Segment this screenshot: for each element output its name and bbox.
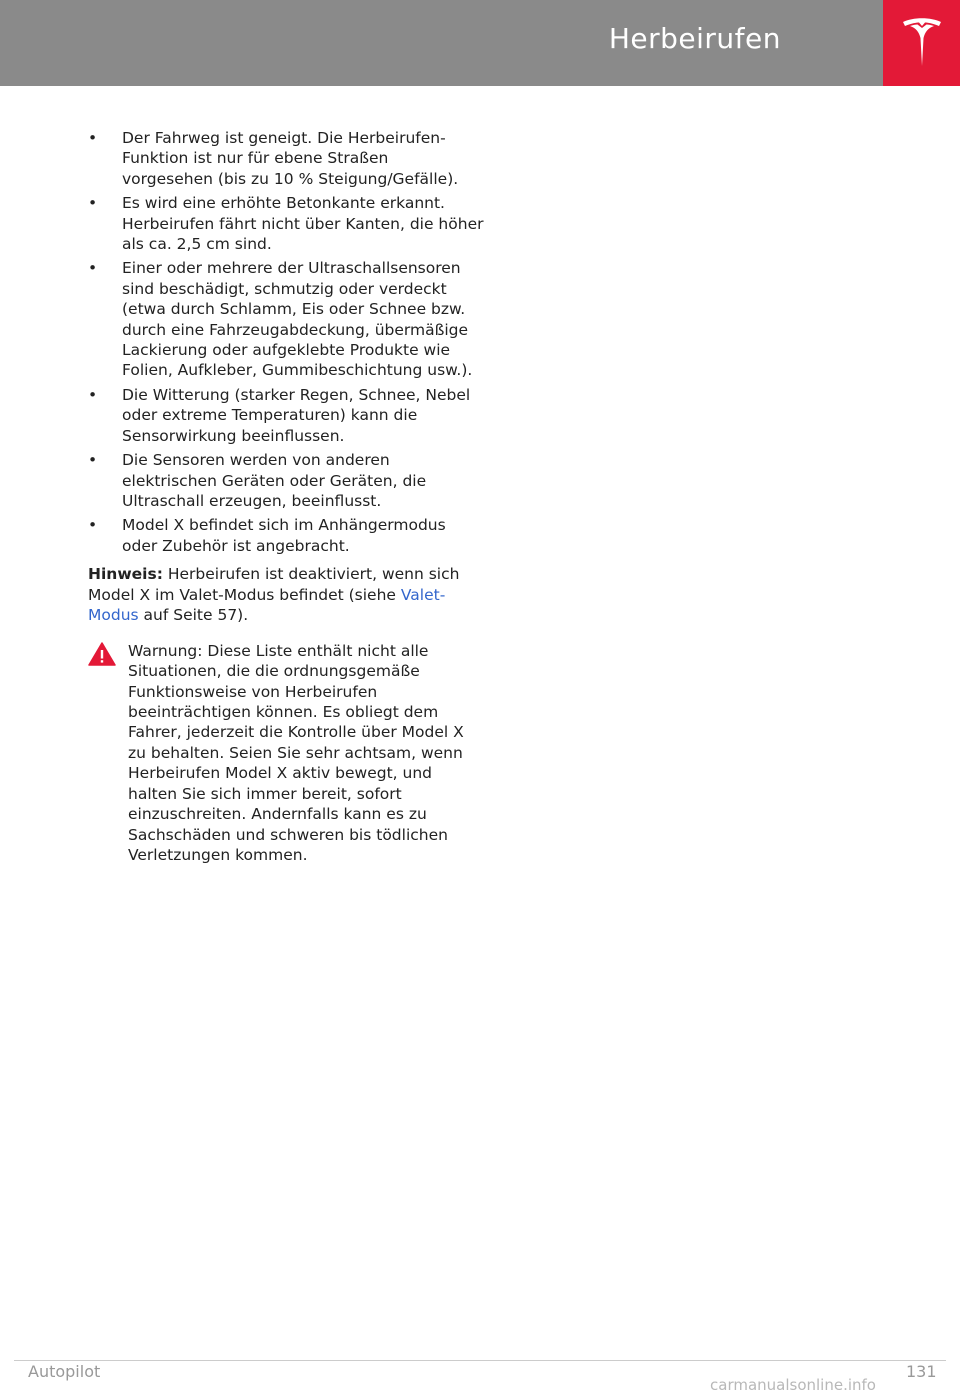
- logo-box: [883, 0, 960, 86]
- note-paragraph: [88, 564, 484, 625]
- list-item: [88, 515, 484, 556]
- list-item-text: Model X befindet sich im Anhängermodus oder Zubehör ist angebracht.: [122, 516, 446, 555]
- footer-divider: [14, 1360, 946, 1361]
- page-title: Herbeirufen: [608, 22, 781, 55]
- warning-box: [88, 641, 484, 865]
- watermark: carmanualsonline.info: [710, 1376, 876, 1394]
- bullet-symbol: •: [88, 129, 98, 147]
- list-item-text: Der Fahrweg ist geneigt. Die Herbeirufen-Funktion ist nur für ebene Straßen vorgesehen (bis zu 10 % Steigung/Gefälle).: [122, 129, 459, 188]
- content-column: [88, 128, 484, 865]
- warning-text: Diese Liste enthält nicht alle Situationen, die die ordnungsgemäße Funktionsweise von Herbeirufen beeinträchtigen können. Es obliegt dem Fahrer, jederzeit die Kontrolle über Model X zu behalten. Seien Sie sehr achtsam, wenn Herbeirufen Model X aktiv bewegt, und halten Sie sich immer bereit, sofort einzuschreiten. Andernfalls kann es zu Sachschäden und schweren bis tödlichen Verletzungen kommen.: [128, 641, 464, 864]
- list-item-text: Es wird eine erhöhte Betonkante erkannt. Herbeirufen fährt nicht über Kanten, die höher als ca. 2,5 cm sind.: [122, 194, 484, 254]
- list-item: [88, 193, 484, 254]
- list-item-text: Einer oder mehrere der Ultraschallsensoren sind beschädigt, schmutzig oder verdeckt (etwa durch Schlamm, Eis oder Schnee bzw. durch eine Fahrzeugabdeckung, übermäßige Lackierung oder aufgeklebte Produkte wie Folien, Aufkleber, Gummibeschichtung usw.).: [122, 259, 473, 380]
- list-item: [88, 450, 484, 511]
- list-item-text: Die Witterung (starker Regen, Schnee, Nebel oder extreme Temperaturen) kann die Sensorwirkung beeinflussen.: [122, 385, 471, 445]
- bullet-symbol: •: [88, 451, 98, 470]
- list-item: [88, 128, 484, 189]
- footer-section: Autopilot: [28, 1362, 101, 1381]
- bullet-symbol: •: [88, 259, 98, 278]
- bullet-symbol: •: [88, 385, 98, 404]
- valet-modus-link[interactable]: Valet-Modus: [88, 585, 446, 624]
- list-item-text: Die Sensoren werden von anderen elektrischen Geräten oder Geräten, die Ultraschall erzeugen, beeinflusst.: [122, 451, 427, 510]
- tesla-logo-icon: [901, 16, 943, 68]
- page-number: 131: [906, 1362, 937, 1381]
- note-label: Hinweis:: [88, 565, 163, 584]
- condition-list: [88, 128, 484, 556]
- list-item: [88, 258, 484, 380]
- header-bar: [0, 0, 883, 86]
- warning-label: Warnung:: [128, 641, 203, 660]
- list-item: [88, 385, 484, 446]
- bullet-symbol: •: [88, 194, 98, 213]
- bullet-symbol: •: [88, 516, 98, 535]
- note-text-after: auf Seite 57).: [138, 605, 249, 624]
- note-text-before: Herbeirufen ist deaktiviert, wenn sich Model X im Valet-Modus befindet (siehe: [88, 565, 460, 604]
- warning-triangle-icon: [88, 642, 116, 666]
